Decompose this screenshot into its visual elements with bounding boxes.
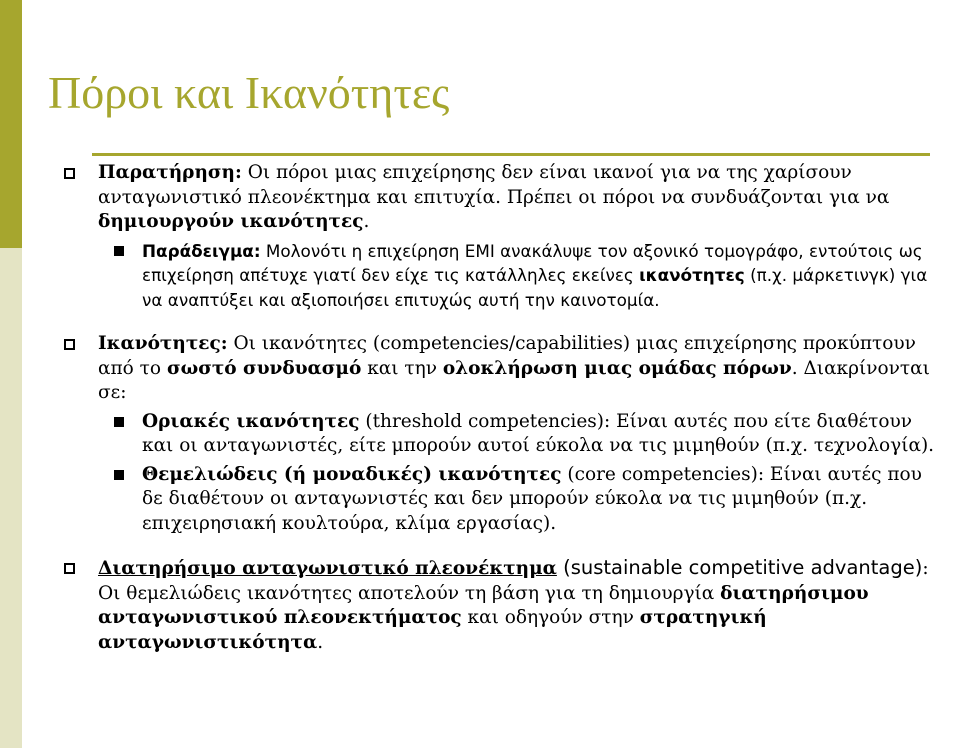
sub-bullet-example — [98, 239, 944, 313]
bold-phrase: στρατηγική ανταγωνιστικότητα — [98, 607, 767, 653]
bullet-label: Ικανότητες: — [98, 333, 228, 354]
sub-bullet-label: Θεμελιώδεις (ή μοναδικές) ικανότητες — [142, 463, 562, 485]
hollow-square-bullet-icon — [64, 168, 75, 179]
sub-list — [98, 239, 944, 313]
side-accent-bar-dark — [0, 0, 22, 248]
bullet-observation-text: Παρατήρηση: Οι πόροι μιας επιχείρησης δεν είναι ικανοί για να της χαρίσουν ανταγωνιστικό πλεονέκτημα και επιτυχία. Πρέπει οι πόροι να συνδυάζονται για να δημιουργούν ικανότητες. — [98, 162, 890, 232]
bullet-competencies — [64, 332, 944, 536]
sub-bullet-core-text: Θεμελιώδεις (ή μοναδικές) ικανότητες (core competencies): Είναι αυτές που δε διαθέτουν οι ανταγωνιστές και δεν μπορούν εύκολα να τις μιμηθούν (π.χ. επιχειρησιακή κουλτούρα, κλίμα εργασίας). — [142, 463, 922, 534]
bullet-sustainable-advantage — [64, 556, 944, 655]
sub-bullet-label: Οριακές ικανότητες — [142, 410, 360, 432]
sub-bullet-core — [98, 463, 944, 537]
bullet-label: Διατηρήσιμο ανταγωνιστικό πλεονέκτημα — [98, 558, 557, 579]
slide-title: Πόροι και Ικανότητες — [48, 67, 450, 118]
sub-bullet-threshold-text: Οριακές ικανότητες (threshold competencies): Είναι αυτές που είτε διαθέτουν και οι ανταγωνιστές, είτε μπορούν αυτοί εύκολα να τις μιμηθούν (π.χ. τεχνολογία). — [142, 410, 935, 456]
sub-bullet-example-text: Παράδειγμα: Μολονότι η επιχείρηση EMI ανακάλυψε τον αξονικό τομογράφο, εντούτοις ως επιχείρηση απέτυχε γιατί δεν είχε τις κατάλληλες εκείνες ικανότητες (π.χ. μάρκετινγκ) για να αναπτύξει και αξιοποιήσει επιτυχώς αυτή την καινοτομία. — [142, 240, 928, 310]
sub-bullet-label: Παράδειγμα: — [142, 240, 261, 261]
slide-content — [64, 161, 944, 655]
filled-square-bullet-icon — [114, 246, 124, 256]
title-underline — [92, 153, 930, 156]
bullet-sustainable-advantage-text: Διατηρήσιμο ανταγωνιστικό πλεονέκτημα (sustainable competitive advantage): Οι θεμελιώδεις ικανότητες αποτελούν τη βάση για τη δημιουργία διατηρήσιμου ανταγωνιστικού πλεονεκτήματος και οδηγούν στην στρατηγική ανταγωνιστικότητα. — [98, 556, 929, 653]
sub-bullet-threshold — [98, 410, 944, 459]
hollow-square-bullet-icon — [64, 563, 75, 574]
bold-phrase: δημιουργούν ικανότητες — [98, 211, 364, 232]
filled-square-bullet-icon — [114, 470, 124, 480]
bullet-competencies-text: Ικανότητες: Οι ικανότητες (competencies/capabilities) μιας επιχείρησης προκύπτουν από το σωστό συνδυασμό και την ολοκλήρωση μιας ομάδας πόρων. Διακρίνονται σε: — [98, 333, 930, 403]
bullet-observation — [64, 161, 944, 312]
sub-list — [98, 410, 944, 537]
side-accent-bar — [0, 0, 22, 748]
bold-phrase: ικανότητες — [639, 265, 745, 285]
hollow-square-bullet-icon — [64, 339, 75, 350]
bold-phrase: ολοκλήρωση μιας ομάδας πόρων — [442, 357, 792, 379]
bold-phrase: διατηρήσιμου ανταγωνιστικού πλεονεκτήματος — [98, 582, 869, 628]
bold-phrase: σωστό συνδυασμό — [166, 357, 362, 379]
bullet-label: Παρατήρηση: — [98, 162, 242, 183]
side-accent-bar-light — [0, 248, 22, 748]
filled-square-bullet-icon — [114, 417, 124, 427]
